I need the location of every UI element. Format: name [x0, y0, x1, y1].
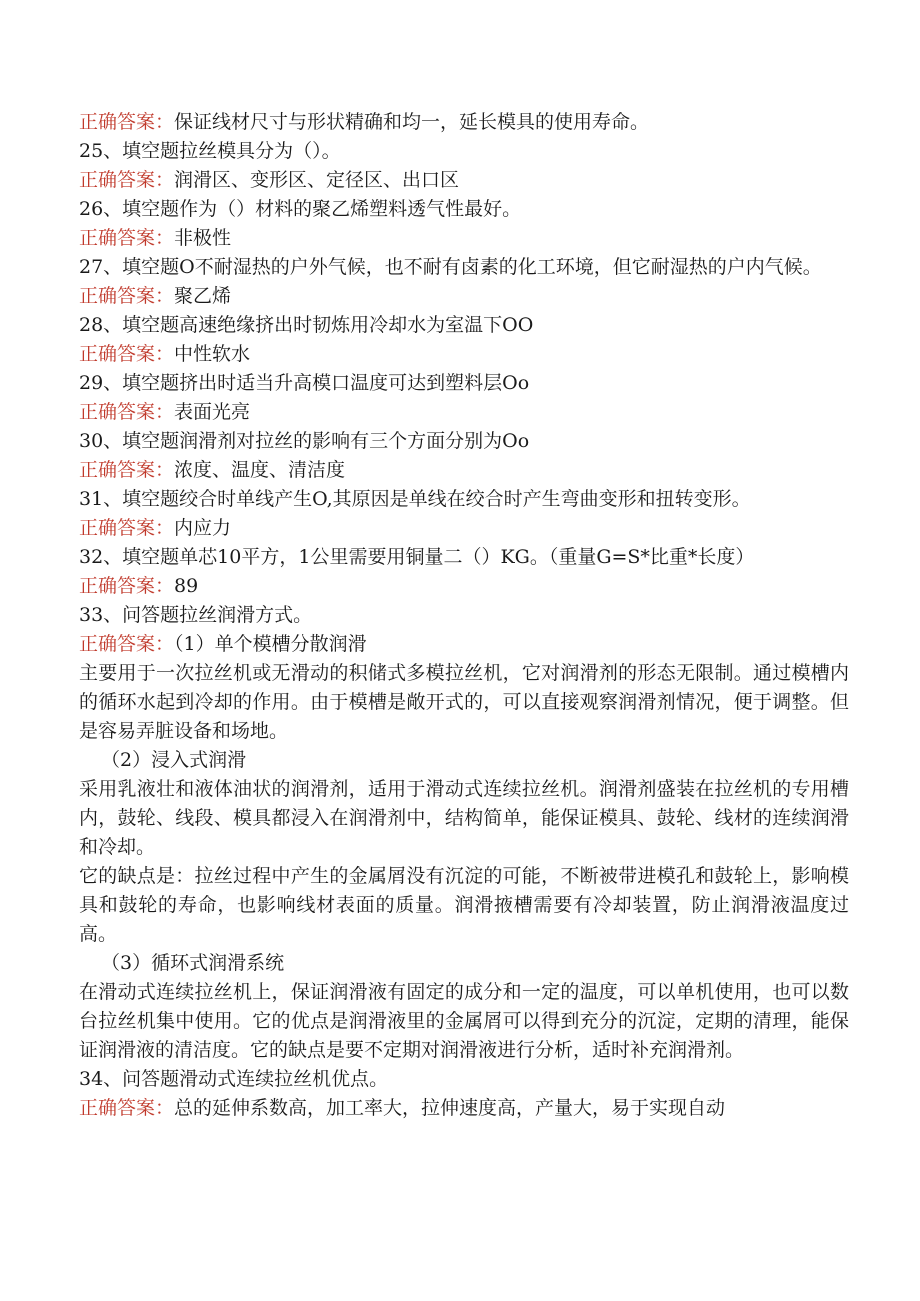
question-line: 25、填空题拉丝模具分为（）。 [79, 140, 341, 162]
document-page [79, 108, 849, 1123]
answer-label: 正确答案： [79, 517, 175, 539]
answer-subheading: （2）浸入式润滑 [101, 749, 247, 771]
answer-line [79, 572, 849, 601]
question-line: 29、填空题挤出时适当升高模口温度可达到塑料层Oo [79, 372, 530, 394]
answer-text: 非极性 [174, 227, 232, 249]
answer-text: 中性软水 [174, 343, 251, 365]
question-line: 34、问答题滑动式连续拉丝机优点。 [79, 1068, 389, 1090]
answer-text: 保证线材尺寸与形状精确和均一，延长模具的使用寿命。 [174, 111, 650, 133]
answer-line [79, 456, 849, 485]
answer-line [79, 630, 849, 659]
answer-line [79, 224, 849, 253]
answer-label: 正确答案： [79, 575, 175, 597]
question-line: 28、填空题高速绝缘挤出时韧炼用冷却水为室温下OO [79, 314, 534, 336]
question-line: 32、填空题单芯10平方，1公里需要用铜量二（）KG。（重量G=S*比重*长度） [79, 546, 755, 568]
answer-line [79, 166, 849, 195]
answer-label: 正确答案： [79, 401, 175, 423]
answer-text: 聚乙烯 [174, 285, 232, 307]
question-line: 33、问答题拉丝润滑方式。 [79, 604, 313, 626]
answer-text: 润滑区、变形区、定径区、出口区 [174, 169, 460, 191]
answer-label: 正确答案： [79, 111, 175, 133]
answer-line [79, 108, 849, 137]
answer-label: 正确答案： [79, 285, 175, 307]
answer-text: 表面光亮 [174, 401, 251, 423]
answer-label: 正确答案： [79, 633, 175, 655]
answer-line [79, 514, 849, 543]
answer-label: 正确答案： [79, 343, 175, 365]
question-line: 31、填空题绞合时单线产生O,其原因是单线在绞合时产生弯曲变形和扭转变形。 [79, 488, 751, 510]
answer-paragraph: 主要用于一次拉丝机或无滑动的积储式多模拉丝机，它对润滑剂的形态无限制。通过模槽内的循环水起到冷却的作用。由于模槽是敞开式的，可以直接观察润滑剂情况，便于调整。但是容易弄脏设备和场地。 [79, 662, 849, 742]
answer-label: 正确答案： [79, 227, 175, 249]
answer-text: 总的延伸系数高，加工率大，拉伸速度高，产量大，易于实现自动 [174, 1097, 726, 1119]
answer-label: 正确答案： [79, 459, 175, 481]
answer-line [79, 340, 849, 369]
answer-subheading: （3）循环式润滑系统 [101, 952, 285, 974]
answer-line [79, 282, 849, 311]
answer-label: 正确答案： [79, 169, 175, 191]
answer-label: 正确答案： [79, 1097, 175, 1119]
answer-line [79, 1094, 849, 1123]
answer-line [79, 398, 849, 427]
question-line: 26、填空题作为（）材料的聚乙烯塑料透气性最好。 [79, 198, 522, 220]
question-line: 27、填空题O不耐湿热的户外气候，也不耐有卤素的化工环境，但它耐湿热的户内气候。 [79, 256, 822, 278]
answer-paragraph: 在滑动式连续拉丝机上，保证润滑液有固定的成分和一定的温度，可以单机使用，也可以数台拉丝机集中使用。它的优点是润滑液里的金属屑可以得到充分的沉淀，定期的清理，能保证润滑液的清洁度。它的缺点是要不定期对润滑液进行分析，适时补充润滑剂。 [79, 981, 849, 1061]
answer-text: 浓度、温度、清洁度 [174, 459, 346, 481]
question-line: 30、填空题润滑剂对拉丝的影响有三个方面分别为Oo [79, 430, 530, 452]
answer-paragraph: 采用乳液壮和液体油状的润滑剂，适用于滑动式连续拉丝机。润滑剂盛装在拉丝机的专用槽内，鼓轮、线段、模具都浸入在润滑剂中，结构简单，能保证模具、鼓轮、线材的连续润滑和冷却。 [79, 778, 849, 858]
answer-text: （1）单个模槽分散润滑 [174, 633, 367, 655]
answer-text: 89 [174, 575, 199, 597]
answer-paragraph: 它的缺点是：拉丝过程中产生的金属屑没有沉淀的可能，不断被带进模孔和鼓轮上，影响模具和鼓轮的寿命，也影响线材表面的质量。润滑掖槽需要有冷却装置，防止润滑液温度过高。 [79, 865, 849, 945]
answer-text: 内应力 [174, 517, 232, 539]
